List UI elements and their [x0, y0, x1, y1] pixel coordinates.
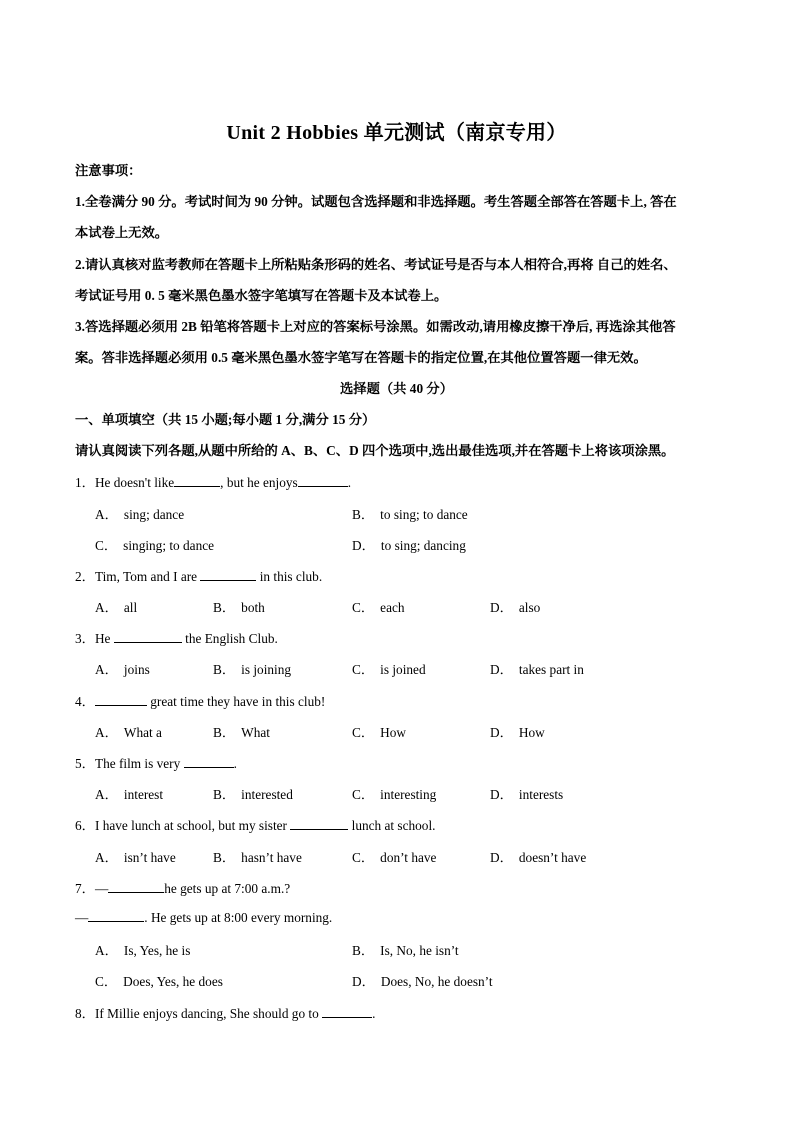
- option-d: D． interests: [490, 787, 564, 802]
- question-4: 4． great time they have in this club!: [75, 694, 326, 709]
- question-number: 4．: [75, 694, 95, 709]
- option-d: D． How: [490, 725, 545, 740]
- option-b: B． What: [213, 725, 270, 740]
- page-title: Unit 2 Hobbies 单元测试（南京专用）: [226, 122, 567, 144]
- notice-heading: 注意事项：: [75, 163, 142, 178]
- option-c: C． interesting: [352, 787, 437, 802]
- option-c: C． Does, Yes, he does: [95, 974, 223, 989]
- option-c: C． each: [352, 600, 405, 615]
- question-6: 6．I have lunch at school, but my sister lunch at school.: [75, 818, 436, 833]
- option-c: C． is joined: [352, 662, 426, 677]
- question-number: 8．: [75, 1006, 95, 1021]
- question-3: 3．He the English Club.: [75, 631, 278, 646]
- question-2: 2．Tim, Tom and I are in this club.: [75, 569, 323, 584]
- answer-blank: [322, 1005, 372, 1018]
- option-b: B． Is, No, he isn’t: [352, 943, 459, 958]
- option-c: C． How: [352, 725, 407, 740]
- instruction: 请认真阅读下列各题,从题中所给的 A、B、C、D 四个选项中,选出最佳选项,并在答题卡上将该项涂黑。: [75, 443, 675, 458]
- notice-line: 2.请认真核对监考教师在答题卡上所粘贴条形码的姓名、考试证号是否与本人相符合,再将 自己的姓名、: [75, 257, 677, 272]
- question-number: 2．: [75, 569, 95, 584]
- question-number: 1．: [75, 475, 95, 490]
- option-c: C． don’t have: [352, 850, 437, 865]
- option-b: B． hasn’t have: [213, 850, 302, 865]
- notice-line: 1.全卷满分 90 分。考试时间为 90 分钟。试题包含选择题和非选择题。考生答题全部答在答题卡上, 答在: [75, 194, 677, 209]
- answer-blank: [290, 817, 348, 830]
- question-1: 1．He doesn't like , but he enjoys .: [75, 475, 352, 490]
- option-b: B． interested: [213, 787, 293, 802]
- question-number: 3．: [75, 631, 95, 646]
- question-number: 6．: [75, 818, 95, 833]
- option-a: A． interest: [95, 787, 164, 802]
- option-d: D． takes part in: [490, 662, 584, 677]
- option-a: A． sing; dance: [95, 507, 185, 522]
- notice-line: 本试卷上无效。: [75, 225, 169, 240]
- option-b: B． is joining: [213, 662, 292, 677]
- option-b: B． to sing; to dance: [352, 507, 468, 522]
- answer-blank: [200, 568, 256, 581]
- option-a: A． What a: [95, 725, 162, 740]
- notice-line: 3.答选择题必须用 2B 铅笔将答题卡上对应的答案标号涂黑。如需改动,请用橡皮擦干净后, 再选涂其他答: [75, 319, 676, 334]
- option-a: A． joins: [95, 662, 150, 677]
- notice-line: 考试证号用 0. 5 毫米黑色墨水签字笔填写在答题卡及本试卷上。: [75, 288, 448, 303]
- answer-blank: [298, 474, 348, 487]
- question-5: 5．The film is very .: [75, 756, 237, 771]
- answer-blank: [108, 880, 164, 893]
- part-title: 一、单项填空（共 15 小题;每小题 1 分,满分 15 分）: [75, 412, 376, 427]
- answer-blank: [184, 755, 234, 768]
- notice-line: 案。答非选择题必须用 0.5 毫米黑色墨水签字笔写在答题卡的指定位置,在其他位置答题一律无效。: [75, 350, 647, 365]
- question-number: 5．: [75, 756, 95, 771]
- answer-blank: [174, 474, 220, 487]
- option-a: A． isn’t have: [95, 850, 176, 865]
- question-number: 7．: [75, 881, 95, 896]
- section-title: 选择题（共 40 分）: [339, 381, 454, 396]
- option-d: D． to sing; dancing: [352, 538, 466, 553]
- option-b: B． both: [213, 600, 265, 615]
- question-8: 8．If Millie enjoys dancing, She should go to .: [75, 1006, 376, 1021]
- question-7-reply: — . He gets up at 8:00 every morning.: [75, 910, 333, 925]
- option-d: D． also: [490, 600, 541, 615]
- option-a: A． Is, Yes, he is: [95, 943, 191, 958]
- answer-blank: [114, 630, 182, 643]
- option-d: D． doesn’t have: [490, 850, 587, 865]
- option-c: C． singing; to dance: [95, 538, 215, 553]
- answer-blank: [95, 693, 147, 706]
- option-a: A． all: [95, 600, 138, 615]
- question-7: 7．— he gets up at 7:00 a.m.?: [75, 881, 291, 896]
- answer-blank: [88, 909, 144, 922]
- option-d: D． Does, No, he doesn’t: [352, 974, 493, 989]
